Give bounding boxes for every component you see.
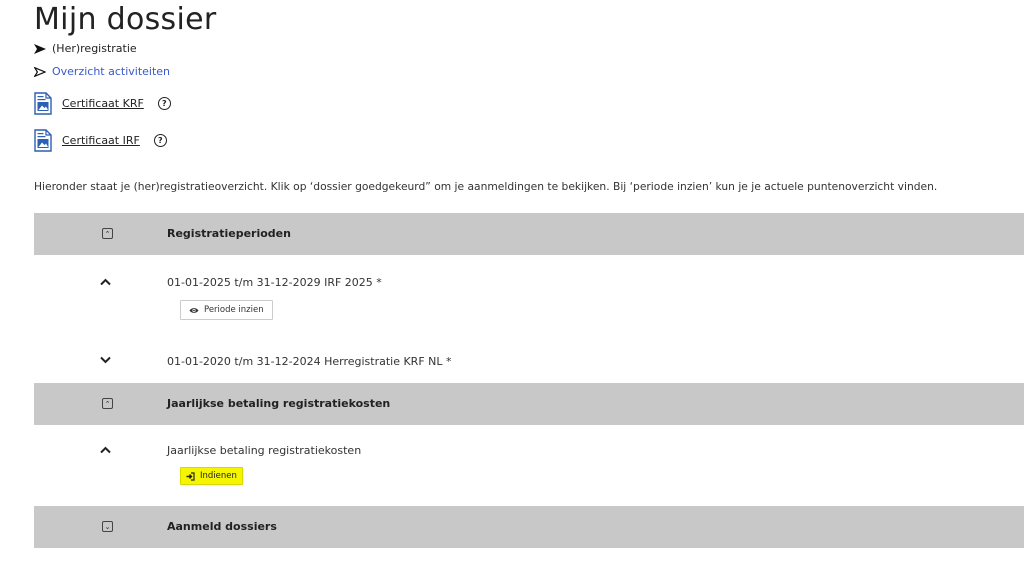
nav-label-overzicht-activiteiten: Overzicht activiteiten	[52, 65, 171, 78]
section-title: Aanmeld dossiers	[167, 520, 277, 533]
periode-inzien-button[interactable]	[180, 300, 273, 320]
dossier-table	[34, 213, 1024, 548]
button-label: Indienen	[200, 471, 237, 481]
intro-text: Hieronder staat je (her)registratieoverzicht. Klik op ‘dossier goedgekeurd” om je aanmeldingen te bekijken. Bij ‘periode inzien’ kun je je actuele puntenoverzicht vinden.	[34, 180, 938, 193]
list-item	[34, 341, 1024, 383]
collapse-icon[interactable]: ⌃	[102, 228, 113, 239]
betaling-label: Jaarlijkse betaling registratiekosten	[167, 444, 362, 457]
certificaat-irf-link[interactable]: Certificaat IRF	[62, 134, 140, 147]
chevron-up-icon[interactable]	[100, 275, 111, 289]
help-icon[interactable]: ?	[158, 97, 171, 110]
certificate-irf	[34, 129, 167, 152]
button-label: Periode inzien	[204, 305, 264, 315]
section-header-registratieperioden[interactable]	[34, 213, 1024, 255]
section-title: Jaarlijkse betaling registratiekosten	[167, 397, 391, 410]
certificaat-krf-link[interactable]: Certificaat KRF	[62, 97, 144, 110]
list-item	[34, 255, 1024, 341]
eye-icon	[189, 307, 199, 314]
section-title: Registratieperioden	[167, 227, 291, 240]
sign-in-icon	[186, 472, 195, 481]
indienen-button[interactable]	[180, 467, 243, 485]
chevron-up-icon[interactable]	[100, 443, 111, 457]
period-label: 01-01-2020 t/m 31-12-2024 Herregistratie KRF NL *	[167, 355, 452, 368]
document-icon[interactable]	[34, 92, 52, 115]
document-icon[interactable]	[34, 129, 52, 152]
expand-icon[interactable]: ⌄	[102, 521, 113, 532]
page-title: Mijn dossier	[34, 2, 217, 37]
help-icon[interactable]: ?	[154, 134, 167, 147]
nav-item-herregistratie[interactable]	[34, 42, 137, 55]
section-header-betaling[interactable]	[34, 383, 1024, 425]
list-item	[34, 425, 1024, 506]
certificate-krf	[34, 92, 171, 115]
nav-item-overzicht-activiteiten[interactable]	[34, 65, 170, 78]
collapse-icon[interactable]: ⌃	[102, 398, 113, 409]
arrow-filled-icon	[34, 44, 46, 54]
chevron-down-icon[interactable]	[100, 353, 111, 367]
nav-label-herregistratie: (Her)registratie	[52, 42, 137, 55]
arrow-outline-icon	[34, 67, 46, 77]
section-header-aanmeld-dossiers[interactable]	[34, 506, 1024, 548]
period-label: 01-01-2025 t/m 31-12-2029 IRF 2025 *	[167, 276, 382, 289]
